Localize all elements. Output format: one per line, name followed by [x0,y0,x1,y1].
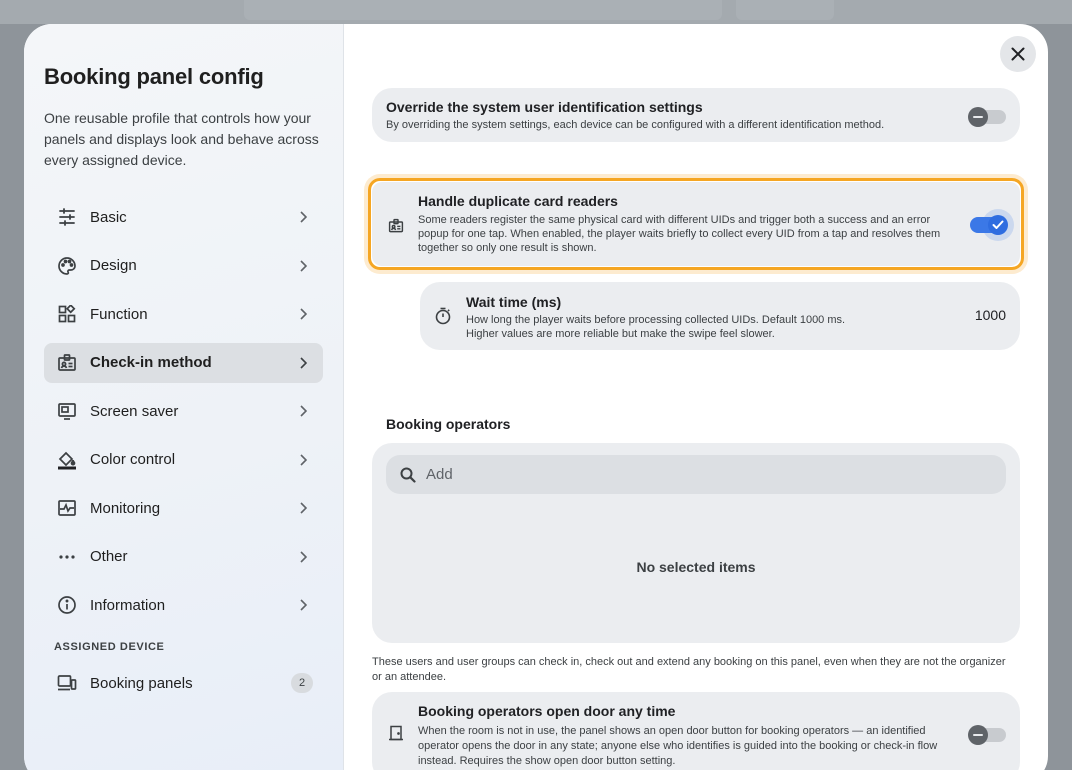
devices-icon [56,672,78,694]
chevron-right-icon [295,258,311,274]
config-dialog [24,24,1048,770]
nav-item-label: Color control [90,451,176,468]
assigned-device-heading: ASSIGNED DEVICE [54,641,165,653]
timer-icon [434,307,452,330]
check-icon [988,215,1008,235]
close-icon [1011,47,1025,61]
nav-item-function[interactable] [44,294,323,334]
nav-item-monitoring[interactable] [44,488,323,528]
duplicate-readers-card [372,182,1020,266]
open-door-description: When the room is not in use, the panel shows an open door button for booking operators — an identified operator opens the door in any state; anyone else who identifies is guided into the booking or check-in flow instead. Requires the show open door button setting. [418,725,938,767]
search-icon [400,467,416,483]
sliders-icon [56,206,78,228]
wait-time-value[interactable]: 1000 [974,307,1006,323]
override-description: By overriding the system settings, each device can be configured with a different identification method. [386,119,885,131]
nav-item-label: Check-in method [90,354,212,371]
nav-item-screen-saver[interactable] [44,391,323,431]
nav-item-label: Function [90,305,148,323]
chevron-right-icon [295,549,311,565]
operators-search [386,455,1006,494]
widgets-icon [56,303,78,325]
door-icon [388,725,404,746]
badge-icon [56,352,78,374]
nav-item-information[interactable] [44,585,323,625]
chevron-right-icon [295,597,311,613]
background-button [736,0,834,20]
duplicate-title: Handle duplicate card readers [418,193,618,209]
palette-icon [56,255,78,277]
nav-item-label: Other [90,548,128,565]
dialog-description: One reusable profile that controls how your panels and displays look and behave across every assigned device. [44,110,319,168]
close-button[interactable] [1000,36,1036,72]
override-setting-card [372,88,1020,142]
count-badge: 2 [291,673,313,693]
nav-item-design[interactable] [44,246,323,286]
wait-time-description-line-1: How long the player waits before processing collected UIDs. Default 1000 ms. [466,314,846,326]
nav-item-other[interactable] [44,537,323,577]
nav-item-label: Design [90,257,137,274]
chevron-right-icon [295,209,311,225]
duplicate-description: Some readers register the same physical card with different UIDs and trigger both a success and an error popup for one tap. When enabled, the player waits briefly to collect every UID from a tap and resolves them together so only one result is shown. [418,214,941,254]
nav-item-basic[interactable] [44,197,323,237]
paint-bucket-icon [56,449,78,471]
wait-time-description-line-2: Higher values are more reliable but make the swipe feel slower. [466,328,775,340]
open-door-toggle[interactable] [970,728,1006,742]
chevron-right-icon [295,500,311,516]
booking-operators-label: Booking operators [386,416,511,432]
nav-item-label: Basic [90,208,127,226]
chevron-right-icon [295,452,311,468]
chevron-right-icon [295,355,311,371]
background-search [244,0,722,20]
nav-item-check-in-method[interactable] [44,343,323,383]
duplicate-toggle[interactable] [970,217,1006,233]
nav-item-label: Monitoring [90,499,161,517]
operators-add-input[interactable] [426,466,986,483]
assigned-label: Booking panels [90,674,193,692]
nav-item-color-control[interactable] [44,440,323,480]
nav-item-label: Information [90,596,166,614]
wait-time-card [420,282,1020,350]
operators-help-text: These users and user groups can check in, check out and extend any booking on this panel, even when they are not the organizer or an attendee. [372,656,1006,683]
open-door-card [372,692,1020,770]
settings-panel [344,24,1048,770]
config-nav [44,197,323,625]
more-horizontal-icon [56,546,78,568]
booking-operators-box [372,443,1020,643]
operators-empty-state: No selected items [636,559,756,575]
config-sidebar [24,24,344,770]
badge-icon [388,218,404,239]
chevron-right-icon [295,403,311,419]
chevron-right-icon [295,306,311,322]
monitor-icon [56,400,78,422]
info-icon [56,594,78,616]
wait-time-title: Wait time (ms) [466,294,562,310]
open-door-title: Booking operators open door any time [418,703,676,719]
nav-item-label: Screen saver [90,402,179,420]
pulse-icon [56,497,78,519]
override-title: Override the system user identification settings [386,99,703,115]
dialog-title: Booking panel config [44,64,264,89]
assigned-booking-panels[interactable] [44,663,323,703]
override-toggle[interactable] [970,110,1006,124]
